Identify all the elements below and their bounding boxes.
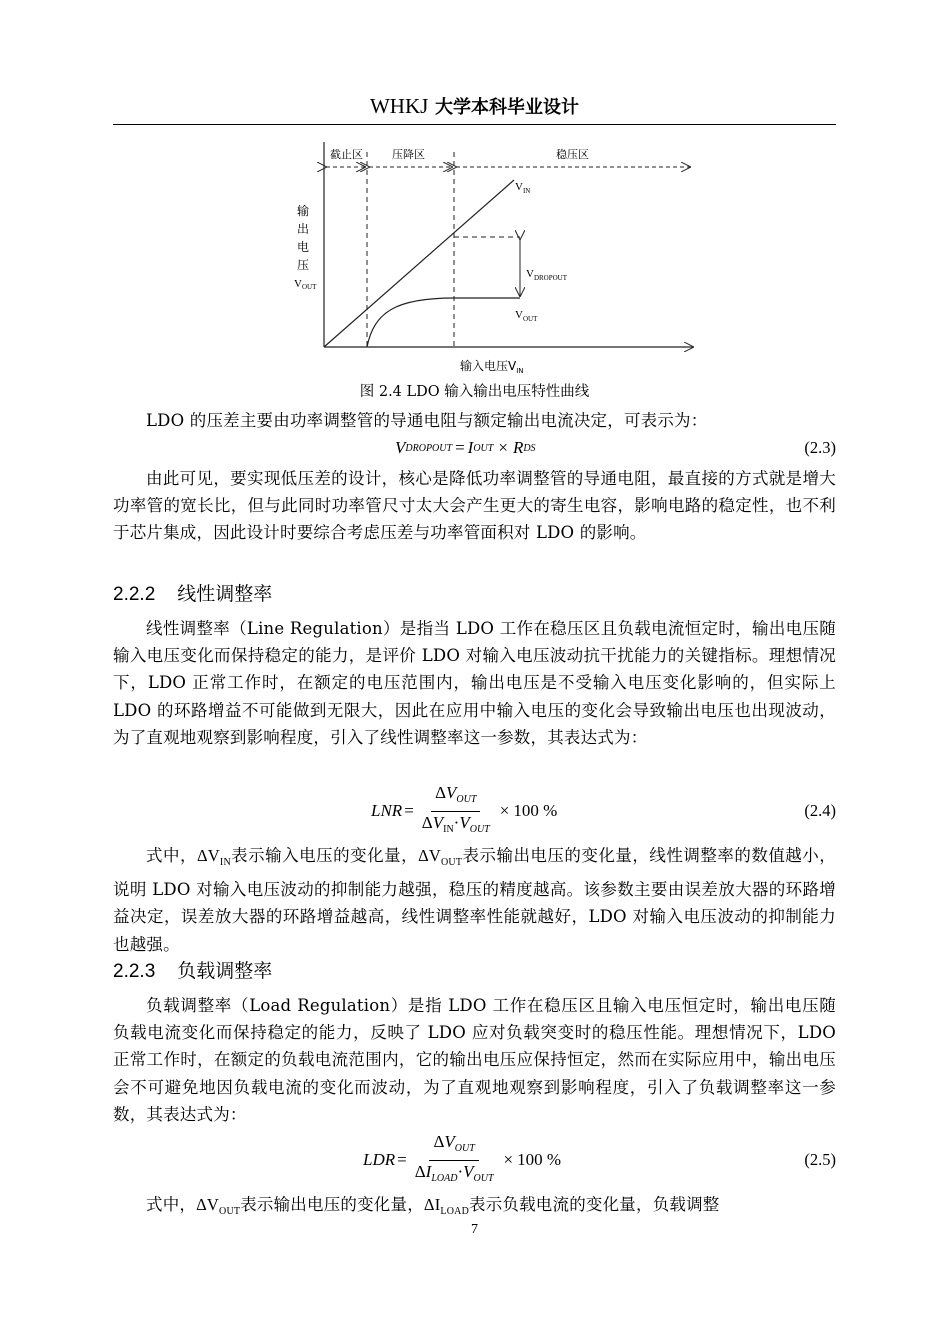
eq-symbol: R — [512, 438, 524, 457]
eq-symbol: LDR — [363, 1150, 396, 1169]
equation-2-5: LDR = $\frac{\Delta V_{OUT}}{\Delta I_{LOAD}\cdot V_{OUT}}$ × 100 % (2.5) — [113, 1135, 836, 1185]
y-label-char: 压 — [297, 258, 310, 272]
eq-symbol: LNR — [371, 801, 403, 820]
page-number: 7 — [471, 1222, 478, 1237]
paragraph-line-regulation: 线性调整率（Line Regulation）是指当 LDO 工作在稳压区且负载电流恒定时，输出电压随输入电压变化而保持稳定的能力，是评价 LDO 对输入电压波动抗干扰能力的关键指标。理想情况下，LDO 正常工作时，在额定的电压范围内，输出电压是不受输入电压变化影响的，但实际上 LDO 的环路增益不可能做到无限大，因此在应用中输入电压的变化会导致输出电压也出现波动，为了直观地观察到影响程度，引入了线性调整率这一参数，其表达式为： — [113, 619, 836, 747]
equation-number: (2.5) — [804, 1150, 836, 1169]
equation-number: (2.4) — [804, 801, 836, 820]
eq-fraction: $\frac{\Delta V_{OUT}}{\Delta V_{IN}\cdot V_{OUT}}$ — [421, 782, 490, 835]
section-title: 线性调整率 — [177, 583, 273, 605]
header-rule — [113, 124, 836, 125]
y-label-char: 出 — [297, 222, 310, 236]
region-regulation-label: 稳压区 — [556, 148, 589, 161]
header-school-zh: 大学本科毕业设计 — [435, 97, 579, 118]
equation-number: (2.3) — [804, 438, 836, 457]
paragraph-line-regulation-explain: 式中，$\Delta V_{IN}$表示输入电压的变化量，$\Delta V_{OUT}$表示输出电压的变化量，线性调整率的数值越小，说明 LDO 对输入电压波动的抑制能力越强，稳压的精度越高。该参数主要由误差放大器的环路增益决定，误差放大器的环路增益越高，线性调整率性能就越好，LDO 对输入电压波动的抑制能力也越强。 — [113, 846, 836, 954]
ldo-characteristic-figure — [288, 140, 708, 380]
paragraph-load-regulation: 负载调整率（Load Regulation）是指 LDO 工作在稳压区且输入电压恒定时，输出电压随负载电流变化而保持稳定的能力，反映了 LDO 应对负载突变时的稳压性能。理想情况下，LDO 正常工作时，在额定的负载电流范围内，它的输出电压应保持恒定，然而在实际应用中，输出电压会不可避免地因负载电流的变化而波动，为了直观地观察到影响程度，引入了负载调整率这一参数，其表达式为： — [113, 996, 836, 1124]
section-number: 2.2.2 — [113, 584, 156, 605]
eq-symbol: V — [395, 438, 406, 457]
x-axis-label: 输入电压$V_{IN}$ — [460, 359, 524, 375]
vout-label: $V_{OUT}$ — [515, 309, 538, 323]
paragraph-load-regulation-explain: 式中，$\Delta V_{OUT}$表示输出电压的变化量，$\Delta I_{LOAD}$表示负载电流的变化量，负载调整 — [146, 1195, 720, 1217]
page-header — [113, 92, 836, 122]
paragraph-dropout-analysis: 由此可见，要实现低压差的设计，核心是降低功率调整管的导通电阻，最直接的方式就是增大功率管的宽长比，但与此同时功率管尺寸太大会产生更大的寄生电容，影响电路的稳定性，也不利于芯片集成，因此设计时要综合考虑压差与功率管面积对 LDO 的影响。 — [113, 469, 836, 543]
section-number: 2.2.3 — [113, 961, 156, 982]
svg-text:VOUT: VOUT — [294, 278, 317, 291]
vin-line — [324, 180, 514, 347]
vin-label: $V_{IN}$ — [515, 181, 531, 195]
vdropout-label: $V_{DROPOUT}$ — [526, 268, 568, 282]
section-title: 负载调整率 — [177, 960, 273, 982]
vout-curve — [367, 298, 520, 347]
equation-2-3: V DROPOUT = I OUT × R DS (2.3) — [395, 438, 836, 457]
figure-caption: 图 2.4 LDO 输入输出电压特性曲线 — [359, 384, 590, 400]
eq-fraction: $\frac{\Delta V_{OUT}}{\Delta I_{LOAD}\cdot V_{OUT}}$ — [414, 1131, 494, 1184]
y-label-char: 电 — [297, 240, 310, 254]
header-school-en: WHKJ — [369, 94, 429, 118]
section-heading-2-2-3 — [113, 957, 272, 986]
y-axis-label — [294, 203, 317, 291]
section-heading-2-2-2 — [113, 580, 272, 609]
eq-symbol: I — [467, 438, 474, 457]
paragraph-dropout-intro: LDO 的压差主要由功率调整管的导通电阻与额定输出电流决定，可表示为： — [146, 411, 708, 430]
region-cutoff-label: 截止区 — [330, 148, 363, 161]
y-label-char: 输 — [297, 204, 310, 218]
region-dropout-label: 压降区 — [392, 148, 425, 161]
equation-2-4: LNR = $\frac{\Delta V_{OUT}}{\Delta V_{IN}\cdot V_{OUT}}$ × 100 % (2.4) — [113, 786, 836, 836]
